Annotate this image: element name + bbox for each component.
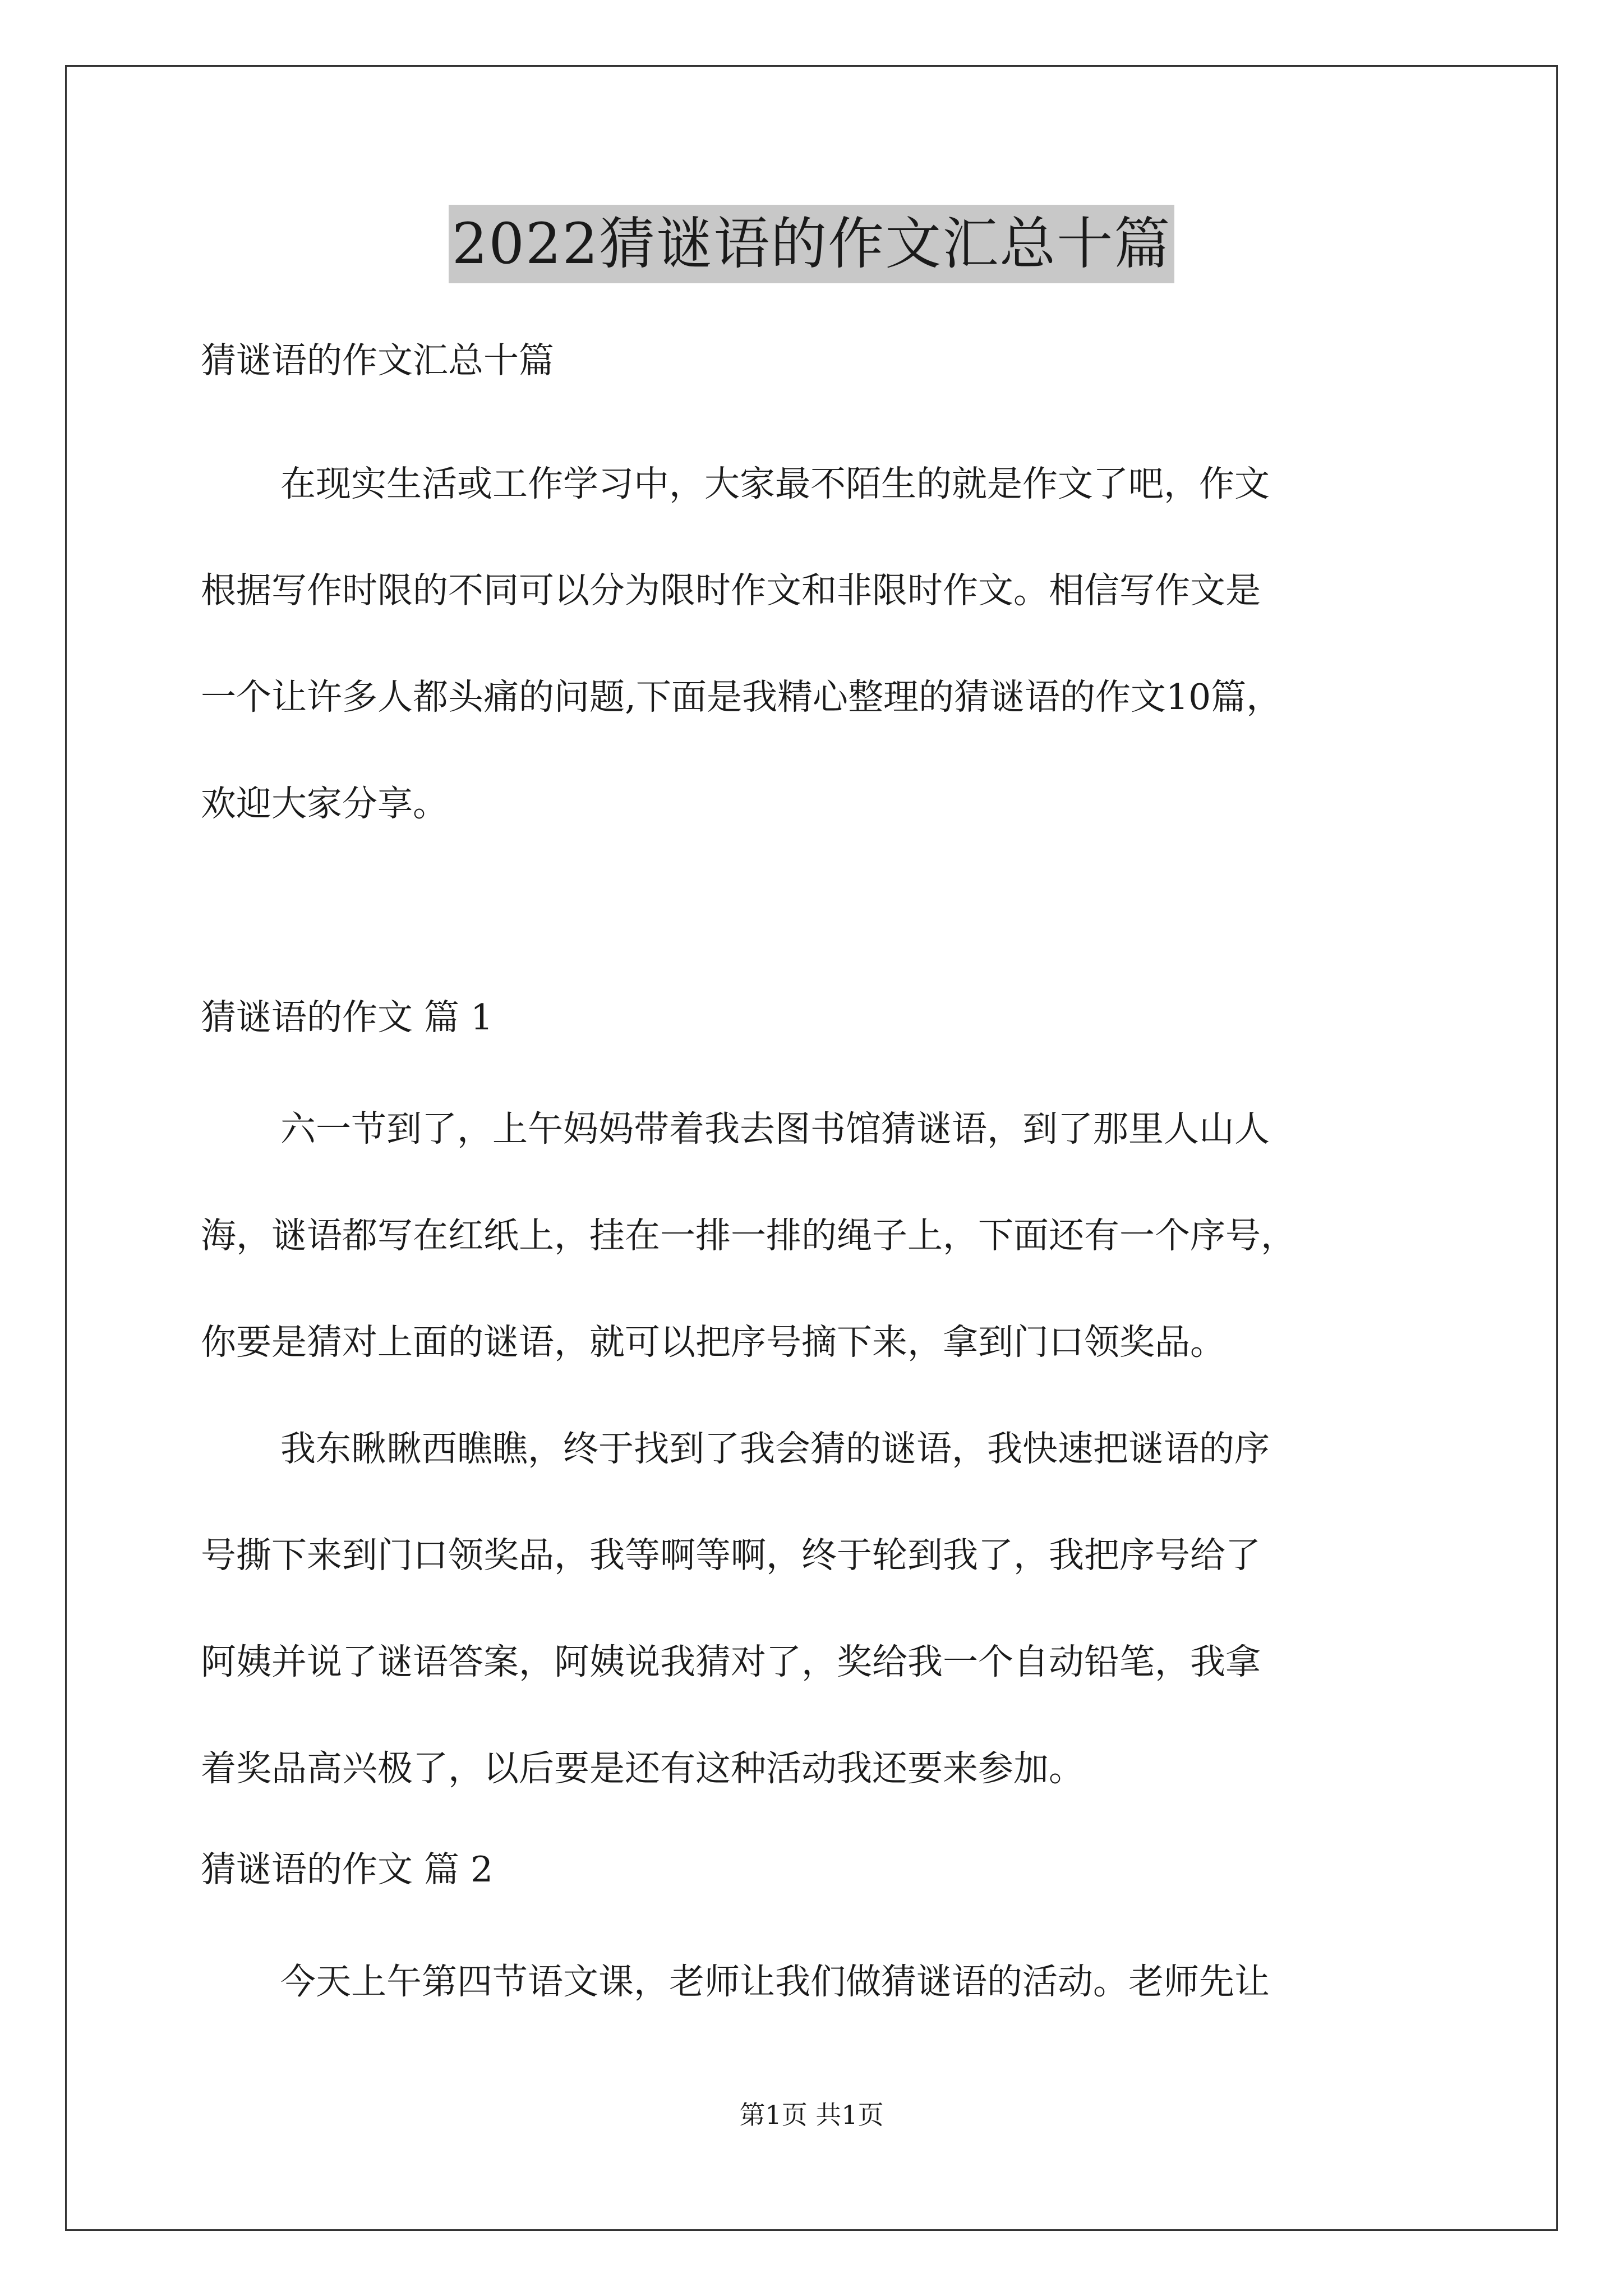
section-heading: 猜谜语的作文 篇 1 <box>201 997 494 1038</box>
intro-line: 根据写作时限的不同可以分为限时作文和非限时作文。相信写作文是 <box>201 570 1261 611</box>
intro-line: 欢迎大家分享。 <box>201 783 448 824</box>
paragraph-line: 六一节到了，上午妈妈带着我去图书馆猜谜语，到了那里人山人 <box>280 1108 1270 1149</box>
paragraph-line: 阿姨并说了谜语答案，阿姨说我猜对了，奖给我一个自动铅笔，我拿 <box>201 1641 1261 1682</box>
paragraph-line: 号撕下来到门口领奖品，我等啊等啊，终于轮到我了，我把序号给了 <box>201 1535 1261 1576</box>
intro-line: 在现实生活或工作学习中，大家最不陌生的就是作文了吧，作文 <box>280 463 1270 504</box>
paragraph-line: 着奖品高兴极了，以后要是还有这种活动我还要来参加。 <box>201 1748 1084 1789</box>
paragraph-line: 我东瞅瞅西瞧瞧，终于找到了我会猜的谜语，我快速把谜语的序 <box>280 1428 1270 1469</box>
document-title: 2022猜谜语的作文汇总十篇 <box>449 205 1175 283</box>
paragraph-line: 今天上午第四节语文课，老师让我们做猜谜语的活动。老师先让 <box>280 1961 1270 2002</box>
title-block <box>0 205 1623 283</box>
paragraph-line: 你要是猜对上面的谜语，就可以把序号摘下来，拿到门口领奖品。 <box>201 1322 1225 1363</box>
section-heading: 猜谜语的作文 篇 2 <box>201 1849 494 1890</box>
paragraph-line: 海，谜语都写在红纸上，挂在一排一排的绳子上，下面还有一个序号， <box>201 1215 1296 1256</box>
page-footer: 第1页 共1页 <box>739 2100 884 2130</box>
subtitle: 猜谜语的作文汇总十篇 <box>201 340 554 381</box>
intro-line: 一个让许多人都头痛的问题,下面是我精心整理的猜谜语的作文10篇， <box>201 677 1282 717</box>
